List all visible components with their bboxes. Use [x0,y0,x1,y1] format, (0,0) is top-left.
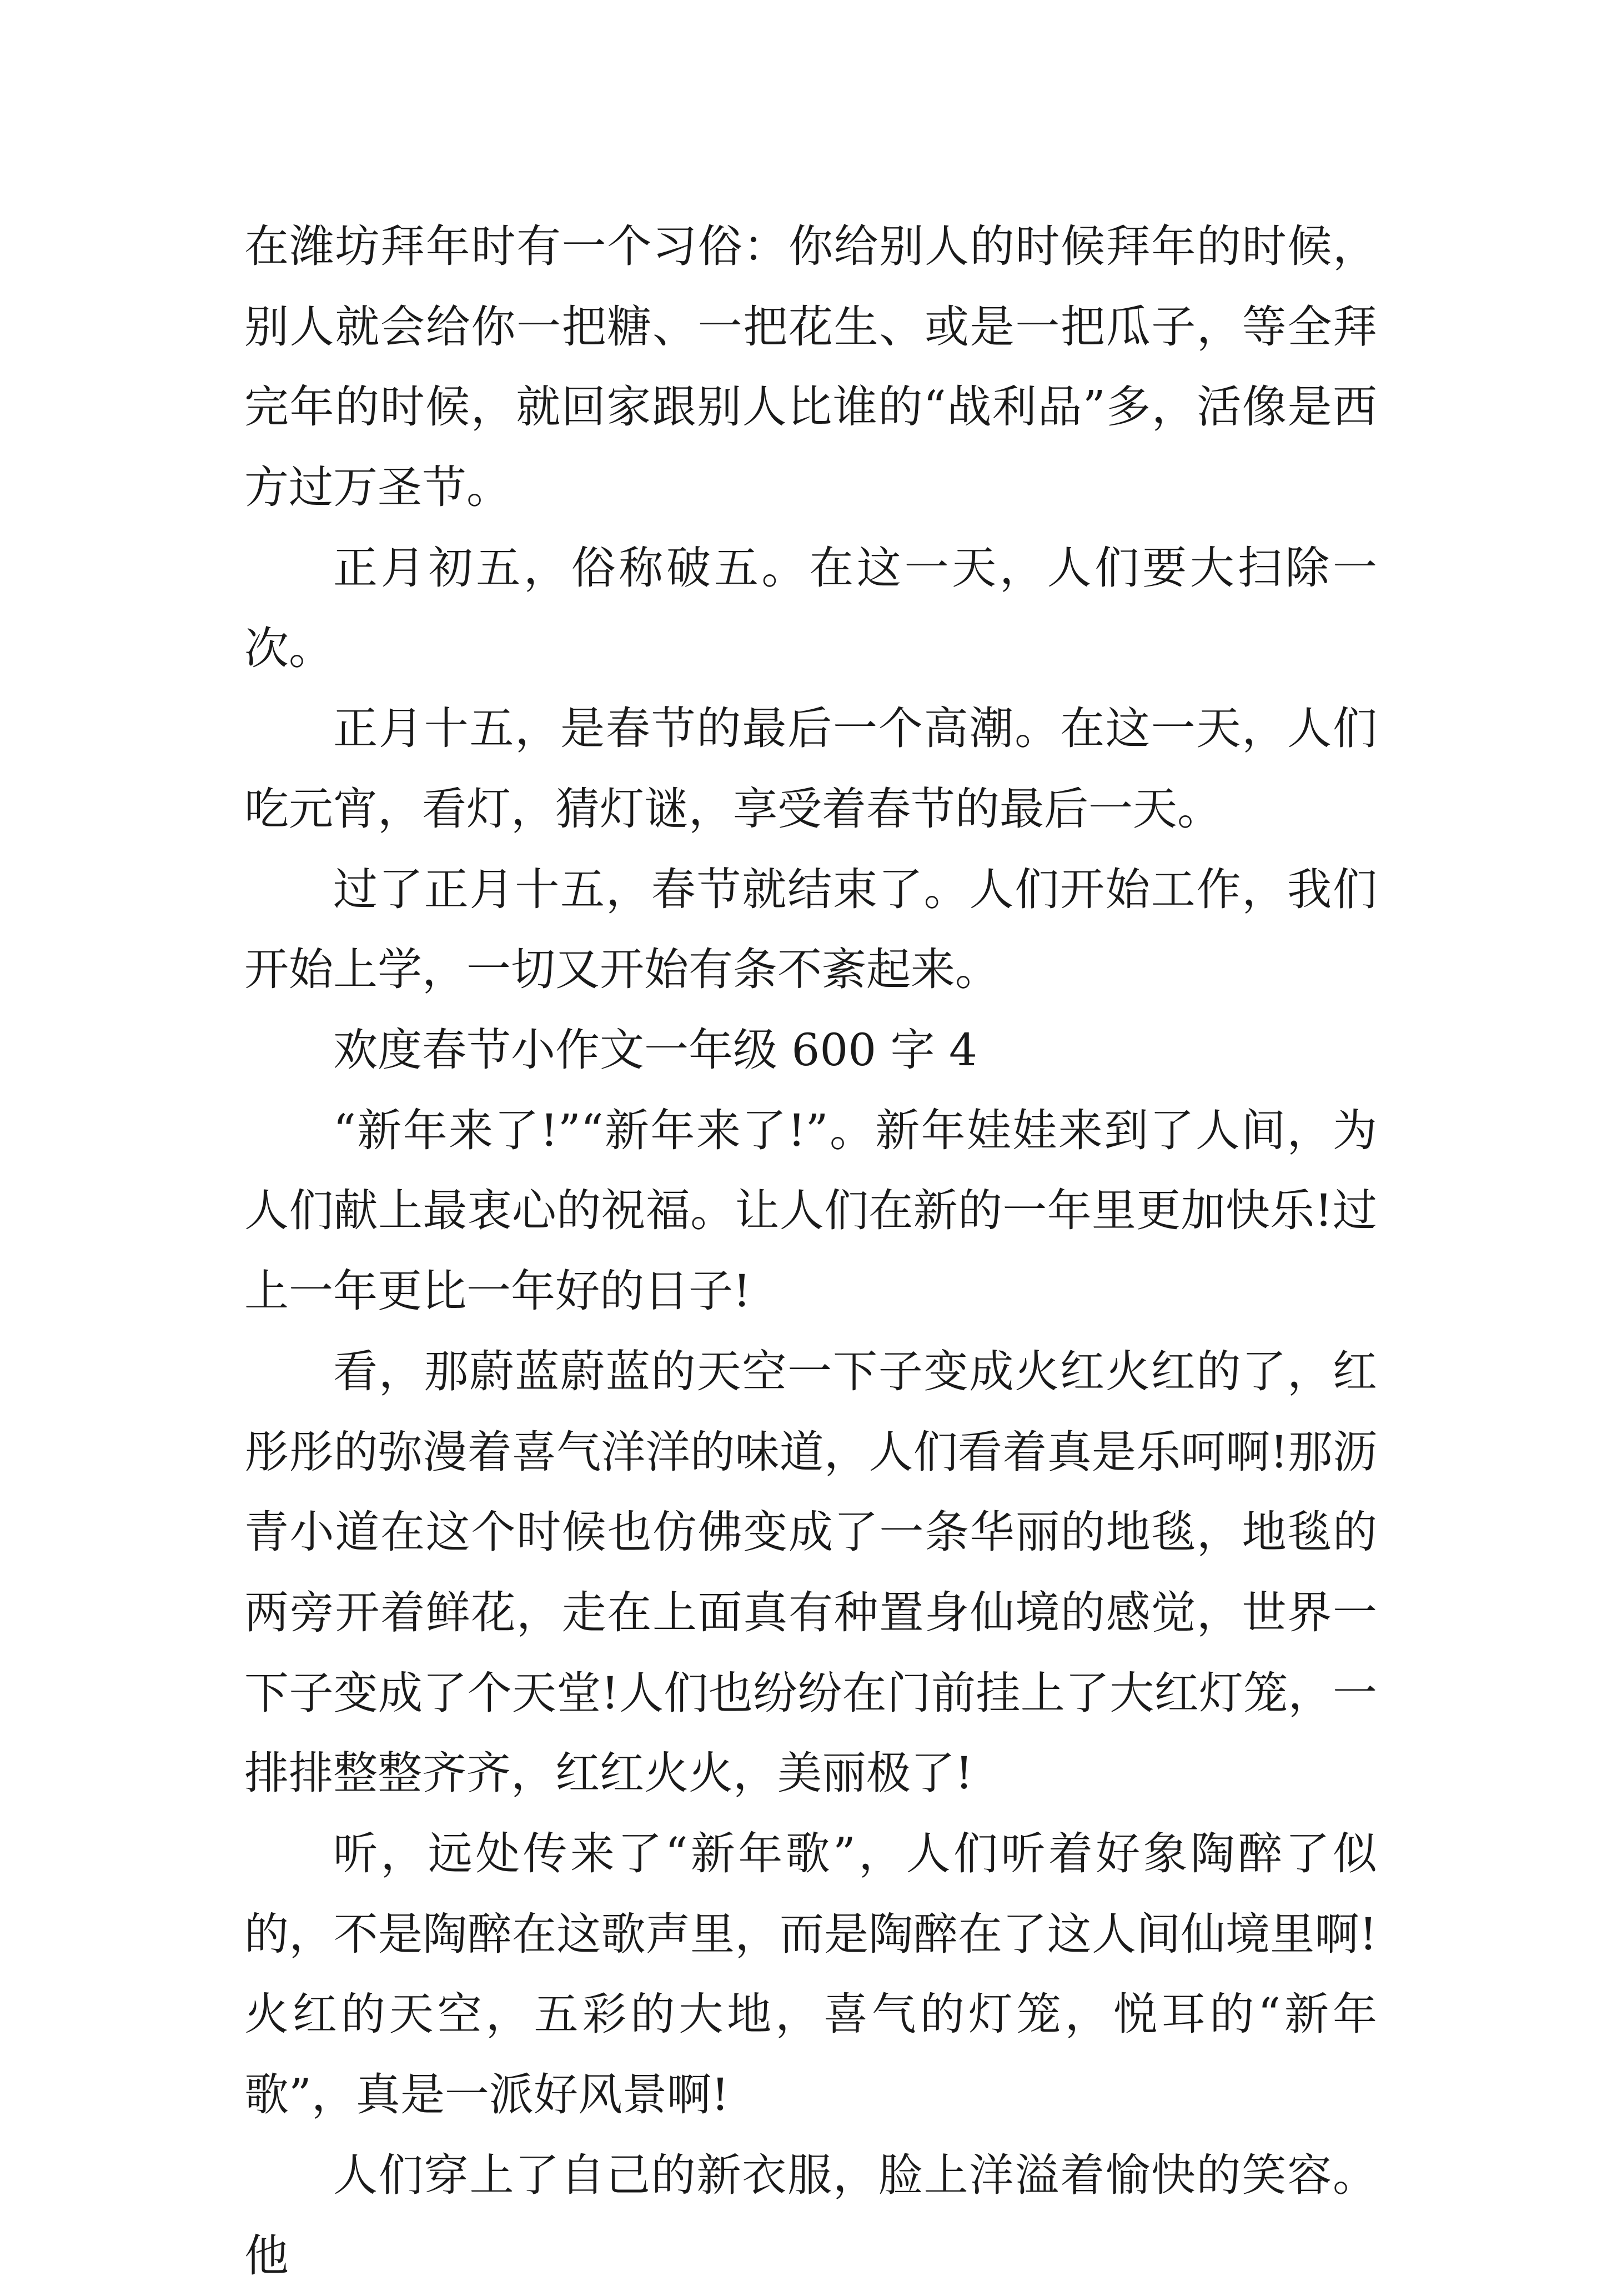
paragraph-3: 正月十五，是春节的最后一个高潮。在这一天，人们吃元宵，看灯，猜灯谜，享受着春节的最后一天。 [244,703,1377,835]
paragraph-6: 看，那蔚蓝蔚蓝的天空一下子变成火红火红的了，红彤彤的弥漫着喜气洋洋的味道，人们看着真是乐呵啊!那沥青小道在这个时候也仿佛变成了一条华丽的地毯，地毯的两旁开着鲜花，走在上面真有种置身仙境的感觉，世界一下子变成了个天堂!人们也纷纷在门前挂上了大红灯笼，一排排整整齐齐，红红火火，美丽极了! [244,1345,1377,1799]
paragraph-8: 人们穿上了自己的新衣服，脸上洋溢着愉快的笑容。他 [244,2149,1377,2282]
paragraph-5: “新年来了!”“新年来了!”。新年娃娃来到了人间，为人们献上最衷心的祝福。让人们在新的一年里更加快乐!过上一年更比一年好的日子! [244,1104,1377,1317]
paragraph-1: 在潍坊拜年时有一个习俗：你给别人的时候拜年的时候，别人就会给你一把糖、一把花生、或是一把瓜子，等全拜完年的时候，就回家跟别人比谁的“战利品”多，活像是西方过万圣节。 [244,220,1377,514]
section-heading: 欢度春节小作文一年级 600 字 4 [333,1024,977,1076]
paragraph-4: 过了正月十五，春节就结束了。人们开始工作，我们开始上学，一切又开始有条不紊起来。 [244,863,1377,996]
paragraph-2: 正月初五，俗称破五。在这一天，人们要大扫除一次。 [244,542,1377,674]
text-column [244,207,1377,2296]
paragraph-7: 听，远处传来了“新年歌”，人们听着好象陶醉了似的，不是陶醉在这歌声里，而是陶醉在了这人间仙境里啊!火红的天空，五彩的大地，喜气的灯笼，悦耳的“新年歌”，真是一派好风景啊! [244,1828,1377,2121]
